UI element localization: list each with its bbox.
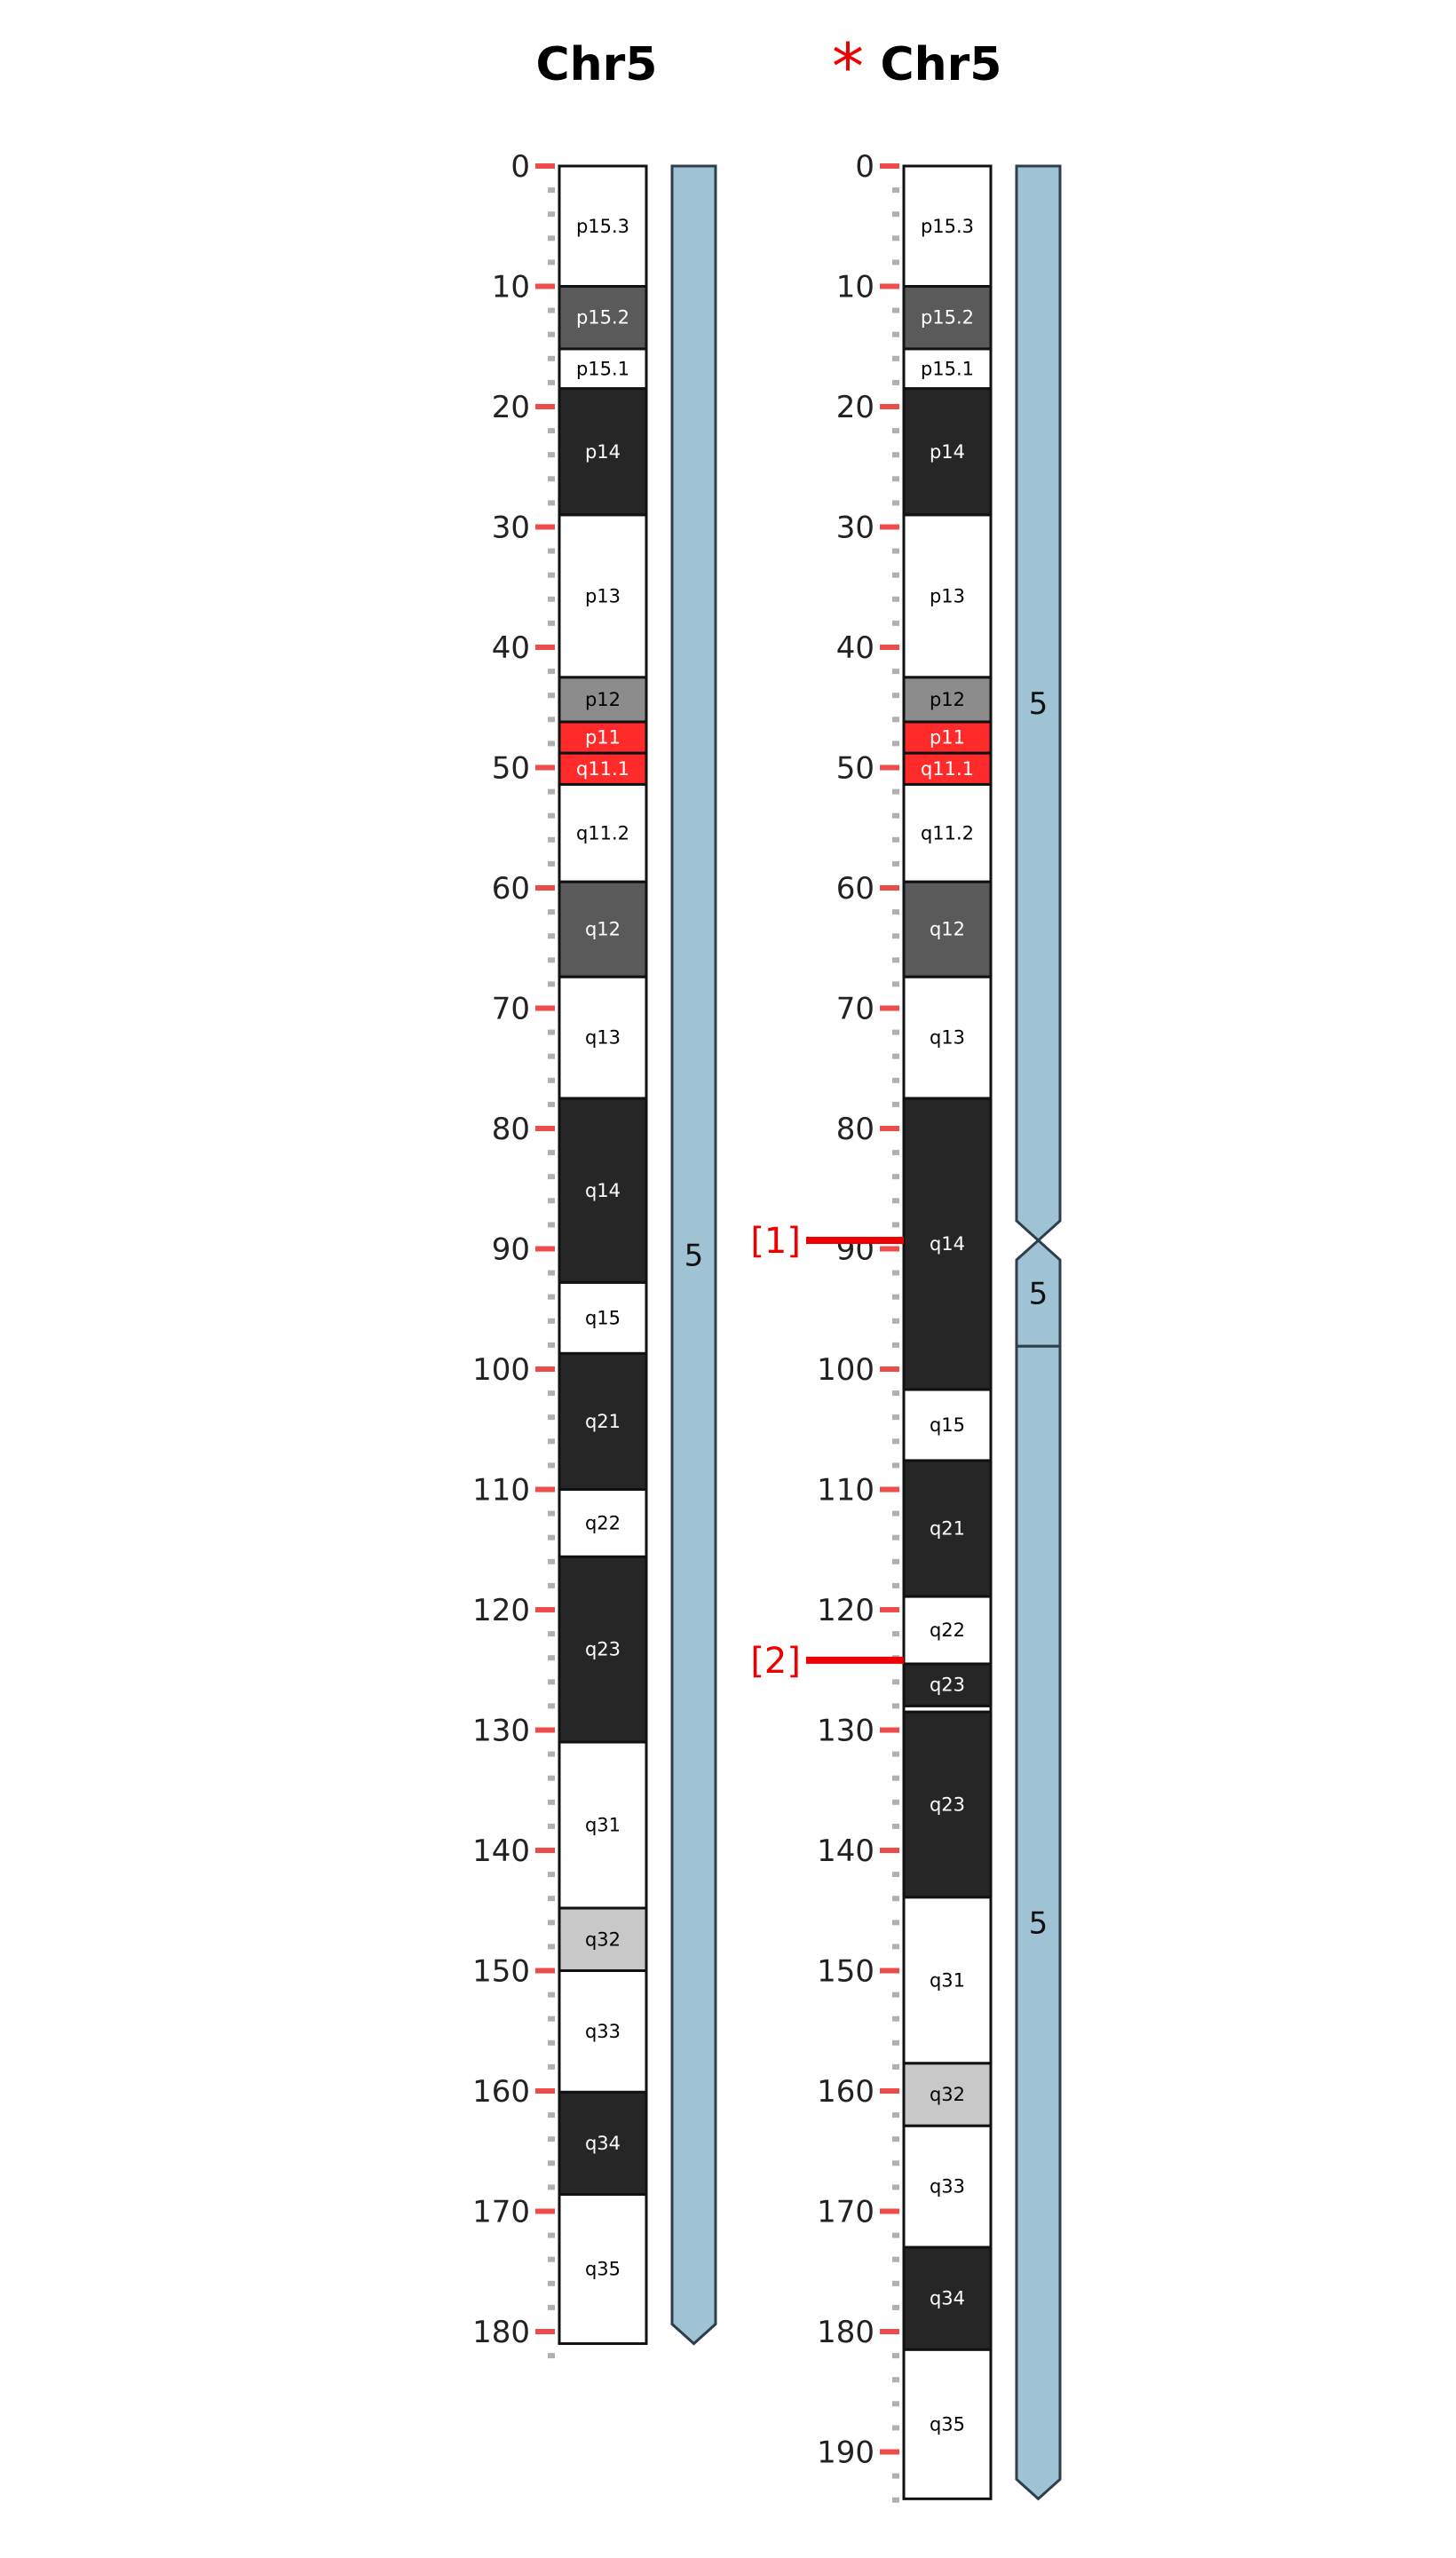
segment-label: 5	[684, 1238, 704, 1274]
chromosome-title: Chr5	[880, 38, 1002, 91]
band-label: q35	[929, 2413, 966, 2435]
tick-label: 0	[855, 149, 874, 185]
tick-label: 10	[491, 269, 530, 305]
band-label: q11.2	[575, 822, 630, 844]
band-label: p12	[584, 688, 621, 710]
band-label: q13	[584, 1026, 621, 1049]
band-label: p15.2	[920, 306, 975, 329]
band-label: p13	[929, 585, 966, 607]
tick-label: 190	[817, 2435, 874, 2471]
band-label: q11.1	[575, 757, 630, 780]
band-label: q12	[929, 918, 966, 940]
chromosome-title: Chr5	[535, 38, 658, 91]
band-label: q22	[584, 1512, 621, 1534]
tick-label: 150	[472, 1953, 530, 1990]
band-label: p15.3	[575, 215, 630, 237]
band-label: q31	[929, 1969, 966, 1992]
band-label: p15.3	[920, 215, 975, 237]
rearrangement-star: *	[832, 29, 864, 104]
ideogram-panel-1	[472, 38, 716, 2356]
tick-label: 50	[835, 750, 874, 787]
band-label: q11.1	[920, 757, 975, 780]
band-label: p15.1	[920, 358, 975, 380]
band-label: q21	[929, 1517, 966, 1540]
tick-label: 70	[491, 991, 530, 1027]
tick-label: 50	[491, 750, 530, 787]
tick-label: 120	[472, 1593, 530, 1628]
tick-label: 170	[472, 2194, 530, 2230]
band-label: q32	[584, 1928, 621, 1951]
tick-label: 30	[835, 510, 874, 546]
tick-label: 60	[835, 871, 874, 907]
band-label: q22	[929, 1620, 966, 1642]
band-label: p11	[584, 726, 621, 748]
band-label: q34	[584, 2132, 621, 2154]
band-label: q32	[929, 2084, 966, 2106]
tick-label: 180	[472, 2315, 530, 2350]
tick-label: 140	[472, 1833, 530, 1869]
breakpoint-label: [1]	[750, 1221, 801, 1263]
tick-label: 100	[472, 1352, 530, 1388]
band-label: q33	[584, 2020, 621, 2042]
band-label: p11	[929, 726, 966, 748]
segment-label: 5	[1028, 1905, 1048, 1942]
tick-label: 150	[817, 1953, 874, 1990]
ideogram-panel-2	[750, 29, 1060, 2500]
tick-label: 90	[491, 1231, 530, 1268]
band-label: q15	[929, 1414, 966, 1437]
tick-label: 130	[472, 1713, 530, 1749]
segment-label: 5	[1028, 686, 1048, 723]
tick-label: 90	[835, 1231, 874, 1268]
band-label: p14	[584, 440, 621, 463]
tick-label: 100	[817, 1352, 874, 1388]
tick-label: 110	[817, 1472, 874, 1509]
band-label: q12	[584, 918, 621, 940]
band-label: q34	[929, 2287, 966, 2309]
band-label: p12	[929, 688, 966, 710]
tick-label: 40	[491, 630, 530, 666]
tick-label: 80	[835, 1112, 874, 1147]
tick-label: 170	[817, 2194, 874, 2230]
band-label: p15.1	[575, 358, 630, 380]
tick-label: 120	[817, 1593, 874, 1628]
band-label: q23	[929, 1674, 966, 1696]
tick-label: 110	[472, 1472, 530, 1509]
band-label: q31	[584, 1814, 621, 1836]
band-label: q33	[929, 2175, 966, 2198]
breakpoint-label: [2]	[750, 1640, 801, 1682]
tick-label: 140	[817, 1833, 874, 1869]
band-label: q23	[584, 1638, 621, 1660]
tick-label: 60	[491, 871, 530, 907]
tick-label: 20	[491, 390, 530, 425]
tick-label: 20	[835, 390, 874, 425]
tick-label: 180	[817, 2315, 874, 2350]
tick-label: 70	[835, 991, 874, 1027]
tick-label: 10	[835, 269, 874, 305]
band-label: q15	[584, 1307, 621, 1329]
tick-label: 80	[491, 1112, 530, 1147]
band-label: q14	[584, 1179, 621, 1201]
band-label: q11.2	[920, 822, 975, 844]
band-label: q21	[584, 1410, 621, 1432]
band-label: p13	[584, 585, 621, 607]
band-label: q14	[929, 1233, 966, 1255]
band-label: q23	[929, 1794, 966, 1816]
band-label: p15.2	[575, 306, 630, 329]
band-label: p14	[929, 440, 966, 463]
tick-label: 130	[817, 1713, 874, 1749]
tick-label: 30	[491, 510, 530, 546]
tick-label: 160	[817, 2074, 874, 2110]
band-label: q35	[584, 2258, 621, 2280]
tick-label: 160	[472, 2074, 530, 2110]
tick-label: 0	[510, 149, 530, 185]
segment-label: 5	[1028, 1276, 1048, 1312]
band-label: q13	[929, 1026, 966, 1049]
tick-label: 40	[835, 630, 874, 666]
